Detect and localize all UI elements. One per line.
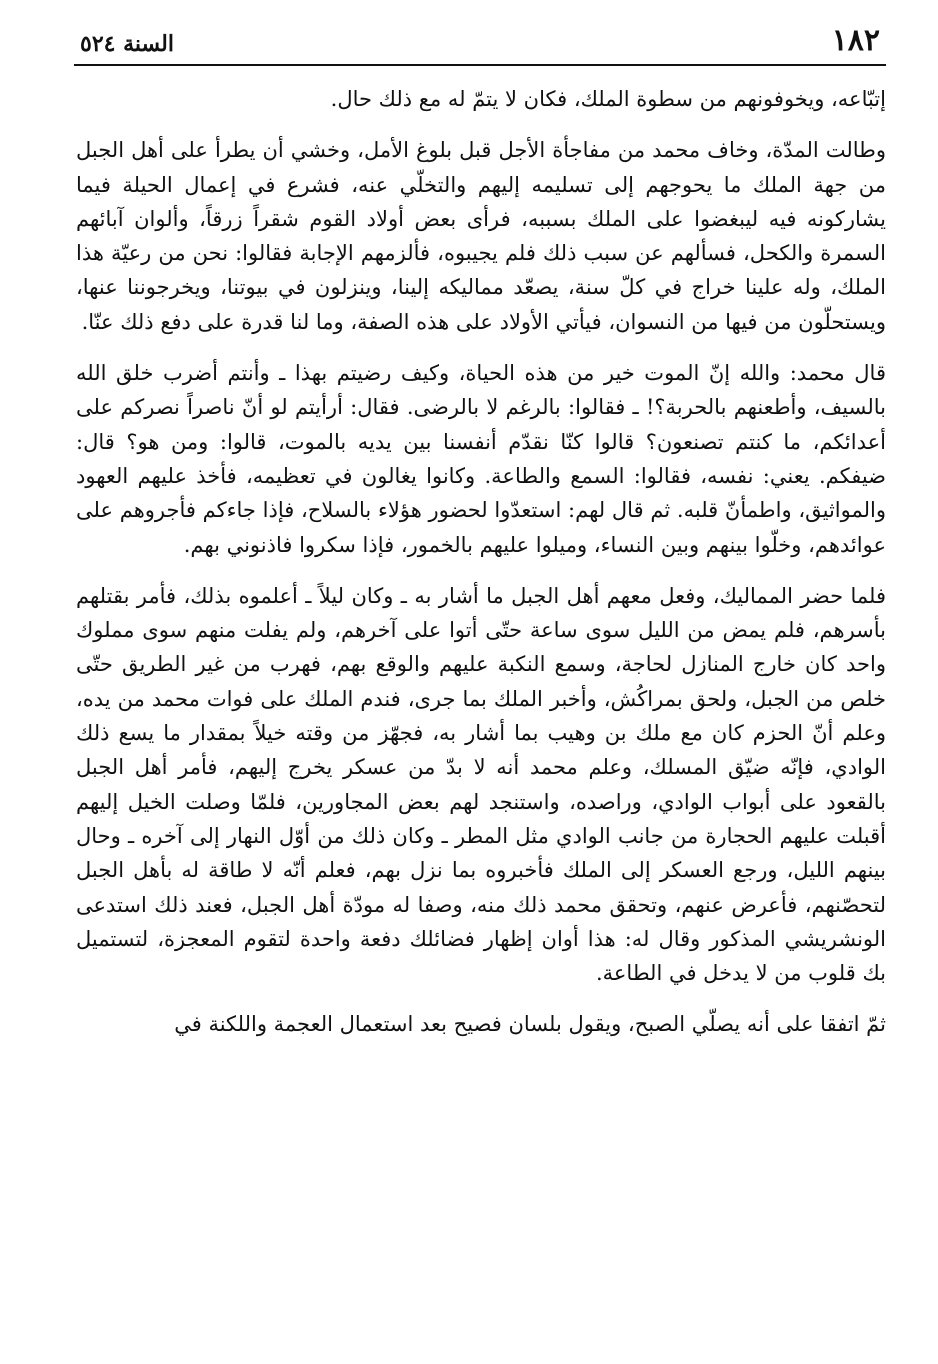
running-title: السنة ٥٢٤ xyxy=(80,31,174,57)
page-number: ١٨٢ xyxy=(831,23,880,58)
page-body xyxy=(76,82,886,1042)
paragraph: فلما حضر المماليك، وفعل معهم أهل الجبل ما أشار به ـ وكان ليلاً ـ أعلموه بذلك، فأمر بقتلهم بأسرهم، فلم يمض من الليل سوى ساعة حتّى أتوا على آخرهم، ولم يفلت منهم سوى مملوك واحد كان خارج المنازل لحاجة، وسمع النكبة عليهم والوقع بهم، فهرب من غير الطريق حتّى خلص من الجبل، ولحق بمراكُش، وأخبر الملك بما جرى، فندم الملك على فوات محمد من يده، وعلم أنّ الحزم كان مع ملك بن وهيب بما أشار به، فجهّز من وقته خيلاً بمقدار ما يسع ذلك الوادي، فإنّه ضيّق المسلك، وعلم محمد أنه لا بدّ من عسكر يخرج إليهم، فأمر أهل الجبل بالقعود على أبواب الوادي، وراصده، واستنجد لهم بعض المجاورين، فلمّا وصلت الخيل إليهم أقبلت عليهم الحجارة من جانب الوادي مثل المطر ـ وكان ذلك من أوّل النهار إلى آخره ـ وحال بينهم الليل، ورجع العسكر إلى الملك فأخبروه بما نزل بهم، فعلم أنّه لا طاقة له بأهل الجبل لتحصّنهم، فأعرض عنهم، وتحقق محمد ذلك منه، وصفا له مودّة أهل الجبل، فعند ذلك استدعى الونشريشي المذكور وقال له: هذا أوان إظهار فضائلك دفعة واحدة لتقوم المعجزة، لتستميل بك قلوب من لا يدخل في الطاعة. xyxy=(76,583,886,986)
paragraph: وطالت المدّة، وخاف محمد من مفاجأة الأجل قبل بلوغ الأمل، وخشي أن يطرأ على أهل الجبل من جهة الملك ما يحوجهم إلى تسليمه إليهم والتخلّي عنه، فشرع في إعمال الحيلة فيما يشاركونه فيه ليبغضوا على الملك بسببه، فرأى بعض أولاد القوم شقراً زرقاً، وألوان آبائهم السمرة والكحل، فسألهم عن سبب ذلك فلم يجيبوه، فألزمهم الإجابة فقالوا: نحن من رعيّة هذا الملك، وله علينا خراج في كلّ سنة، يصعّد مماليكه إلينا، وينزلون في بيوتنا، ويخرجوننا عنها، ويستحلّون من فيها من النسوان، فيأتي الأولاد على هذه الصفة، وما لنا قدرة على دفع ذلك عنّا. xyxy=(76,138,886,334)
paragraph: إتبّاعه، ويخوفونهم من سطوة الملك، فكان لا يتمّ له مع ذلك حال. xyxy=(330,87,886,111)
page-header xyxy=(74,20,886,66)
paragraph: ثمّ اتفقا على أنه يصلّي الصبح، ويقول بلسان فصيح بعد استعمال العجمة واللكنة في xyxy=(174,1012,886,1037)
paragraph: قال محمد: والله إنّ الموت خير من هذه الحياة، وكيف رضيتم بهذا ـ وأنتم أضرب خلق الله بالسيف، وأطعنهم بالحربة؟! ـ فقالوا: بالرغم لا بالرضى. فقال: أرأيتم لو أنّ ناصراً نصركم على أعدائكم، ما كنتم تصنعون؟ قالوا كنّا نقدّم أنفسنا بين يديه بالموت، قالوا: ومن هو؟ قال: ضيفكم. يعني: نفسه، فقالوا: السمع والطاعة. وكانوا يغالون في تعظيمه، فأخذ عليهم العهود والمواثيق، واطمأنّ قلبه. ثم قال لهم: استعدّوا لحضور هؤلاء بالسلاح، فإذا جاءكم فأجروهم على عوائدهم، وخلّوا بينهم وبين النساء، وميلوا عليهم بالخمور، فإذا سكروا فاذنوني بهم. xyxy=(76,361,886,557)
